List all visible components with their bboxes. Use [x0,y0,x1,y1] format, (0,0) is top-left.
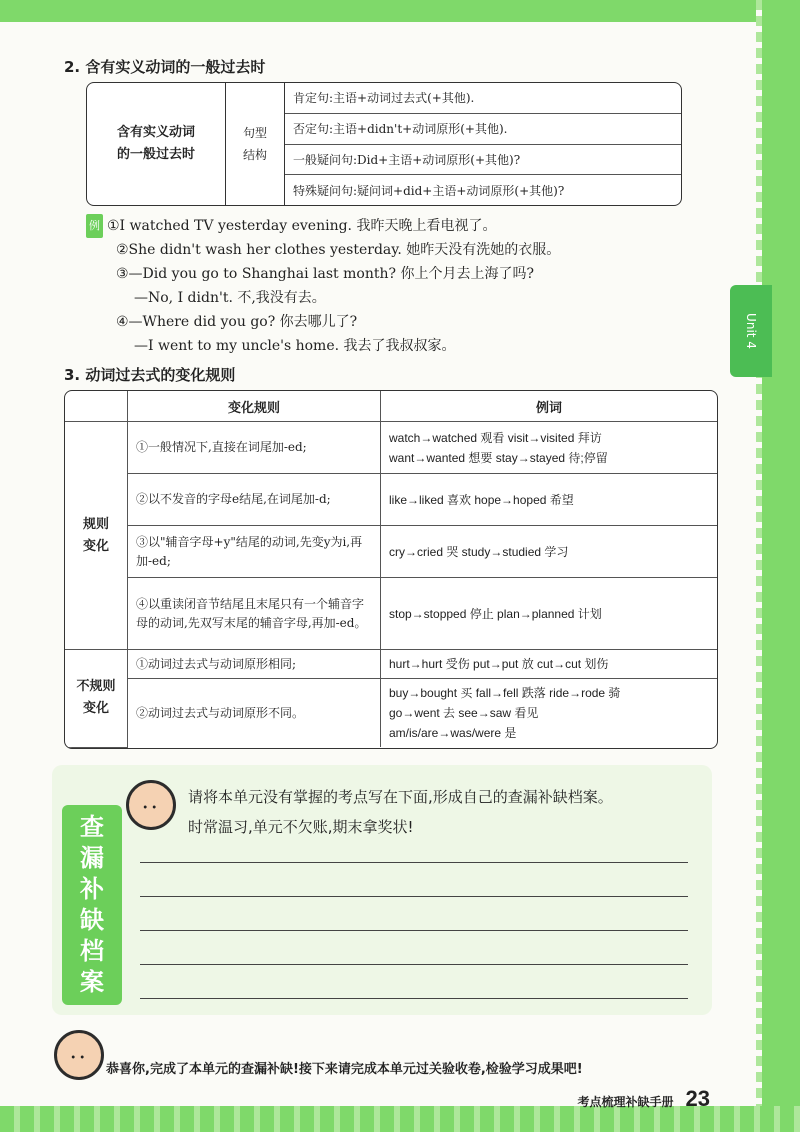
structure-type-label: 句型 结构 [226,83,285,205]
girl-avatar: • • [54,1030,104,1080]
past-tense-rules-table [64,390,718,749]
example-line: ③—Did you go to Shanghai last month? 你上个月去上海了吗? [116,266,534,282]
rule-cell: ③以"辅音字母+y"结尾的动词,先变y为i,再加-ed; [128,526,381,578]
page-footer [578,1086,711,1112]
example-line: —No, I didn't. 不,我没有去。 [134,290,326,306]
book-title: 考点梳理补缺手册 [577,1095,674,1109]
writing-line[interactable] [140,930,688,931]
example-line: ④—Where did you go? 你去哪儿了? [116,314,358,330]
example-cell: like→liked 喜欢 hope→hoped 希望 [381,474,718,526]
past-tense-structure-table [86,82,682,206]
review-prompt: 请将本单元没有掌握的考点写在下面,形成自己的查漏补缺档案。 时常温习,单元不欠账,期末拿奖状! [188,788,613,836]
wh-question-row: 特殊疑问句:疑问词+did+主语+动词原形(+其他)? [293,183,565,198]
writing-line[interactable] [140,998,688,999]
rule-cell: ①一般情况下,直接在词尾加-ed; [128,422,381,474]
top-border [0,0,800,22]
examples-block [86,214,560,358]
page-number: 23 [685,1086,710,1111]
example-line: ②She didn't wash her clothes yesterday. 她昨天没有洗她的衣服。 [116,242,561,258]
section3-title: 3. 动词过去式的变化规则 [64,366,236,384]
irregular-category: 不规则 变化 [65,650,128,748]
example-line: ①I watched TV yesterday evening. 我昨天晚上看电视了。 [107,218,497,234]
right-border [762,0,800,1132]
unit-tab-label: Unit 4 [743,313,758,349]
yes-no-question-row: 一般疑问句:Did+主语+动词原形(+其他)? [285,145,681,176]
review-title-banner: 查 漏 补 缺 档 案 [62,805,122,1005]
boy-avatar: • • [126,780,176,830]
example-cell: stop→stopped 停止 plan→planned 计划 [381,578,718,650]
example-cell: cry→cried 哭 study→studied 学习 [381,526,718,578]
right-border-stripe [756,0,762,1132]
example-cell: watch→watched 观看 visit→visited 拜访 want→wanted 想要 stay→stayed 待;停留 [381,422,718,474]
rule-cell: ②动词过去式与动词原形不同。 [128,679,381,748]
example-cell: hurt→hurt 受伤 put→put 放 cut→cut 划伤 [381,650,718,679]
unit-tab[interactable] [730,285,772,377]
affirmative-row: 肯定句:主语+动词过去式(+其他). [285,83,681,114]
rule-cell: ①动词过去式与动词原形相同; [128,650,381,679]
section2-title: 2. 含有实义动词的一般过去时 [64,58,266,76]
negative-row: 否定句:主语+didn't+动词原形(+其他). [285,114,681,145]
regular-category: 规则 变化 [65,422,128,650]
writing-line[interactable] [140,964,688,965]
rule-cell: ④以重读闭音节结尾且末尾只有一个辅音字母的动词,先双写末尾的辅音字母,再加-ed。 [128,578,381,650]
header-example: 例词 [381,391,718,422]
structure-label: 含有实义动词 的一般过去时 [87,83,226,205]
example-cell: buy→bought 买 fall→fell 跌落 ride→rode 骑 go→went 去 see→saw 看见 am/is/are→was/were 是 [381,679,718,748]
writing-line[interactable] [140,896,688,897]
writing-line[interactable] [140,862,688,863]
header-rule: 变化规则 [128,391,381,422]
rule-cell: ②以不发音的字母e结尾,在词尾加-d; [128,474,381,526]
example-badge: 例 [86,214,103,238]
example-line: —I went to my uncle's home. 我去了我叔叔家。 [134,338,456,354]
congrats-message: 恭喜你,完成了本单元的查漏补缺!接下来请完成本单元过关验收卷,检验学习成果吧! [106,1062,583,1077]
